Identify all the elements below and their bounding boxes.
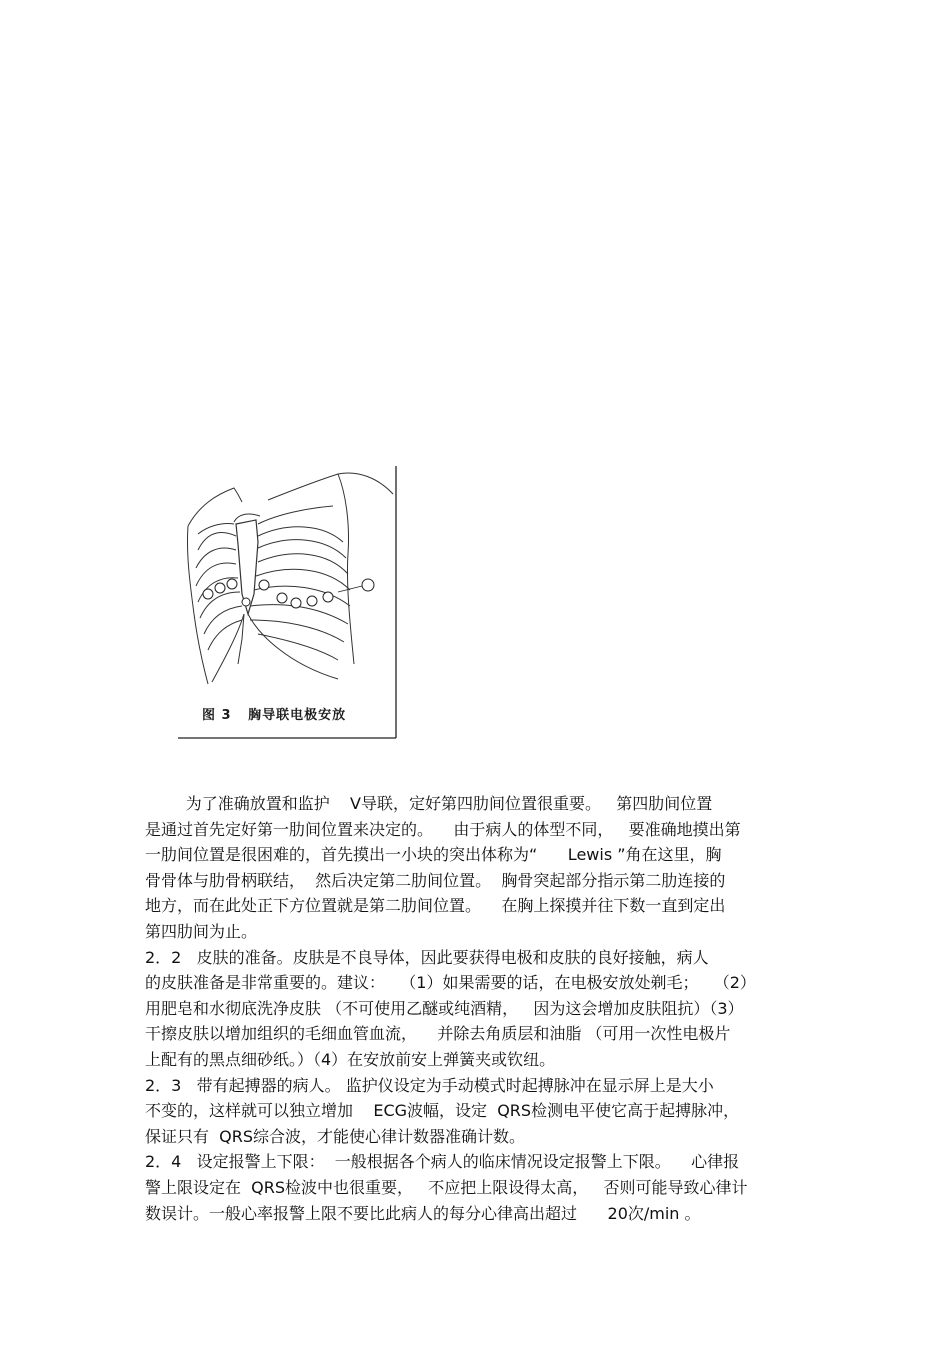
text-line: 地方，而在此处正下方位置就是第二肋间位置。 在胸上探摸并往下数一直到定出 bbox=[145, 896, 726, 916]
text-line: 保证只有 QRS综合波，才能使心律计数器准确计数。 bbox=[145, 1126, 526, 1146]
text-line: 一肋间位置是很困难的，首先摸出一小块的突出体称为“ Lewis ”角在这里，胸 bbox=[145, 845, 722, 865]
figure-caption: 图 3 胸导联电极安放 bbox=[202, 708, 347, 723]
text-line: 骨骨体与肋骨柄联结， 然后决定第二肋间位置。 胸骨突起部分指示第二肋连接的 bbox=[145, 870, 726, 890]
body-text bbox=[145, 791, 815, 1226]
chest-lead-figure bbox=[178, 464, 398, 740]
text-line: 上配有的黑点细砂纸。）（4）在安放前安上弹簧夹或钦纽。 bbox=[145, 1049, 556, 1069]
text-line: 是通过首先定好第一肋间位置来决定的。 由于病人的体型不同， 要准确地摸出第 bbox=[145, 819, 741, 839]
text-line: 不变的，这样就可以独立增加 ECG波幅，设定 QRS检测电平使它高于起搏脉冲， bbox=[145, 1101, 740, 1121]
text-line: 干擦皮肤以增加组织的毛细血管血流， 并除去角质层和油脂 （可用一次性电极片 bbox=[145, 1024, 731, 1044]
text-line: 2．3 带有起搏器的病人。 监护仪设定为手动模式时起搏脉冲在显示屏上是大小 bbox=[145, 1075, 714, 1095]
text-line: 警上限设定在 QRS检波中也很重要， 不应把上限设得太高， 否则可能导致心律计 bbox=[145, 1177, 748, 1197]
text-line: 2．4 设定报警上下限： 一般根据各个病人的临床情况设定报警上下限。 心律报 bbox=[145, 1152, 740, 1172]
text-line: 为了准确放置和监护 V导联，定好第四肋间位置很重要。 第四肋间位置 bbox=[145, 794, 713, 813]
chest-electrode-diagram bbox=[178, 464, 398, 740]
text-line: 的皮肤准备是非常重要的。建议： （1）如果需要的话，在电极安放处剃毛； （2） bbox=[145, 973, 756, 993]
text-line: 第四肋间为止。 bbox=[145, 921, 258, 941]
text-line: 用肥皂和水彻底洗净皮肤 （不可使用乙醚或纯酒精， 因为这会增加皮肤阻抗）（3） bbox=[145, 998, 744, 1018]
text-line: 数误计。一般心率报警上限不要比此病人的每分心律高出超过 20次/min 。 bbox=[145, 1203, 701, 1223]
text-line: 2．2 皮肤的准备。皮肤是不良导体，因此要获得电极和皮肤的良好接触，病人 bbox=[145, 947, 709, 967]
